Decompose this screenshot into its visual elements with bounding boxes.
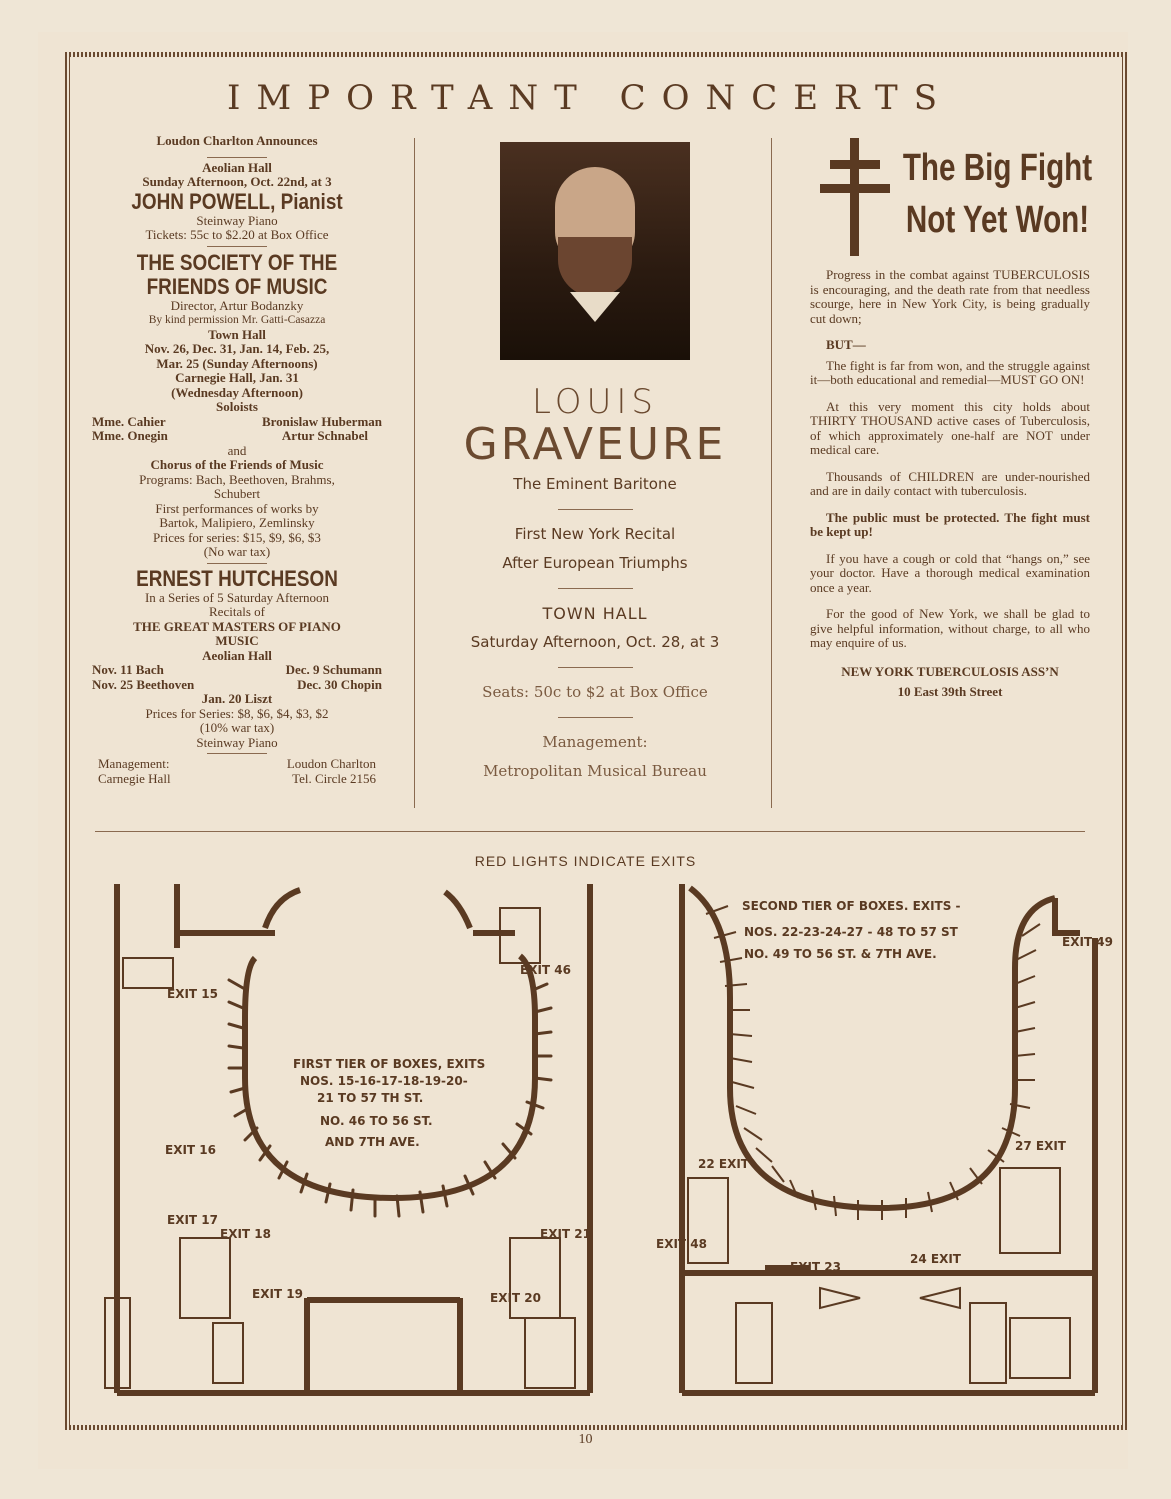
society-title: THE SOCIETY OF THE	[136, 249, 338, 275]
composers: Bartok, Malipiero, Zemlinsky	[159, 515, 315, 530]
exit-label: EXIT 46	[520, 963, 571, 977]
first-performances: First performances of works by	[155, 500, 319, 516]
venue: Aeolian Hall	[202, 159, 272, 175]
recital-row	[92, 678, 382, 693]
divider	[558, 588, 633, 589]
artist-name: JOHN POWELL, Pianist	[131, 188, 343, 214]
divider	[558, 717, 633, 718]
exit-label: EXIT 17	[167, 1213, 218, 1227]
dates: (Wednesday Afternoon)	[171, 384, 303, 400]
recital-row	[92, 663, 382, 678]
management-address: Carnegie Hall	[98, 770, 171, 786]
venue: TOWN HALL	[542, 604, 648, 623]
exit-label: EXIT 18	[220, 1227, 271, 1241]
exit-label: EXIT 19	[252, 1287, 303, 1301]
divider	[207, 563, 267, 564]
recital-date: Nov. 11 Bach	[92, 662, 164, 677]
section-divider	[95, 831, 1085, 832]
society-title: FRIENDS OF MUSIC	[146, 273, 328, 299]
plan-label: NOS. 15-16-17-18-19-20-	[300, 1074, 468, 1088]
exit-label: EXIT 16	[165, 1143, 216, 1157]
exit-label: EXIT 21	[540, 1227, 591, 1241]
recital-date: Dec. 30 Chopin	[297, 676, 382, 692]
plan-label: AND 7TH AVE.	[325, 1135, 420, 1149]
programs: Schubert	[213, 486, 261, 501]
exit-label: EXIT 15	[167, 987, 218, 1001]
seats: Seats: 50c to $2 at Box Office	[482, 683, 708, 701]
exit-label: 27 EXIT	[1015, 1139, 1066, 1153]
column-divider	[771, 138, 772, 808]
tax-note: (10% war tax)	[199, 720, 275, 735]
dates: Nov. 26, Dec. 31, Jan. 14, Feb. 25,	[144, 341, 330, 356]
and-text: and	[227, 442, 247, 458]
performer-first-name: LOUIS	[532, 382, 658, 422]
dates: Mar. 25 (Sunday Afternoons)	[156, 355, 318, 371]
performer-subtitle: The Eminent Baritone	[513, 475, 677, 493]
tickets: Tickets: 55c to $2.20 at Box Office	[145, 227, 329, 242]
left-column	[92, 130, 382, 786]
management-label: Management:	[98, 756, 170, 771]
right-column	[810, 268, 1090, 700]
management-name: Loudon Charlton	[286, 756, 376, 771]
series: In a Series of 5 Saturday Afternoon	[144, 589, 330, 605]
recital-date: Dec. 9 Schumann	[285, 662, 382, 677]
management-row	[92, 757, 382, 772]
exit-label: 24 EXIT	[910, 1252, 961, 1266]
piano: Steinway Piano	[196, 212, 278, 228]
masters: MUSIC	[215, 633, 259, 648]
first-tier-floor-plan	[95, 878, 595, 1398]
page-header: IMPORTANT CONCERTS	[226, 78, 954, 118]
exit-label: EXIT 49	[1062, 935, 1113, 949]
cross-of-lorraine-icon	[820, 138, 890, 258]
fight-title	[900, 142, 1095, 246]
programs: Programs: Bach, Beethoven, Brahms,	[139, 471, 335, 487]
piano: Steinway Piano	[196, 734, 278, 750]
artist-name: ERNEST HUTCHESON	[136, 565, 338, 591]
masters: THE GREAT MASTERS OF PIANO	[133, 618, 341, 634]
paragraph: If you have a cough or cold that “hangs on,” see your doctor. Have a thorough medical examination once a year.	[810, 550, 1090, 595]
divider	[207, 157, 267, 158]
permission: By kind permission Mr. Gatti-Casazza	[148, 314, 326, 326]
management-row	[92, 772, 382, 787]
performer-last-name: GRAVEURE	[463, 419, 727, 470]
plan-label: NO. 49 TO 56 ST. & 7TH AVE.	[744, 947, 937, 961]
date: Saturday Afternoon, Oct. 28, at 3	[470, 633, 720, 651]
column-divider	[414, 138, 415, 808]
management-phone: Tel. Circle 2156	[292, 770, 376, 786]
recital-date: Jan. 20 Liszt	[201, 691, 273, 706]
soloists-heading: Soloists	[216, 399, 258, 414]
prices: Prices for series: $15, $9, $6, $3	[153, 529, 321, 545]
plan-label: NOS. 22-23-24-27 - 48 TO 57 ST	[744, 925, 958, 939]
paragraph: Progress in the combat against TUBERCULOSIS is encouraging, and the death rate from that needless scourge, here in New York City, is being gradually cut down;	[810, 267, 1090, 326]
exit-label: 22 EXIT	[698, 1157, 749, 1171]
exit-label: EXIT 23	[790, 1260, 841, 1274]
prices: Prices for Series: $8, $6, $4, $3, $2	[145, 705, 329, 721]
center-column	[440, 130, 750, 786]
recital-date: Nov. 25 Beethoven	[92, 676, 195, 692]
fight-title-line: Not Yet Won!	[905, 199, 1090, 241]
second-tier-floor-plan	[656, 878, 1113, 1398]
portrait-photo	[500, 142, 690, 360]
divider	[558, 509, 633, 510]
plan-label: NO. 46 TO 56 ST.	[320, 1114, 433, 1128]
soloist: Bronislaw Huberman	[261, 413, 382, 429]
soloist: Mme. Onegin	[92, 428, 168, 443]
paragraph: The public must be protected. The fight must be kept up!	[810, 509, 1090, 539]
recital-line: First New York Recital	[514, 525, 676, 543]
divider	[207, 753, 267, 754]
venue: Town Hall	[208, 326, 266, 342]
plan-label: SECOND TIER OF BOXES. EXITS -	[742, 899, 961, 913]
page-number: 10	[578, 1432, 593, 1447]
paragraph: At this very moment this city holds about THIRTY THOUSAND active cases of Tuberculosis, of which approximately one-half are NOT under medical care.	[810, 398, 1090, 457]
fight-header	[820, 142, 1100, 242]
announcer: Loudon Charlton Announces	[156, 133, 318, 148]
soloists-row	[92, 429, 382, 444]
tax-note: (No war tax)	[203, 544, 271, 559]
divider	[558, 667, 633, 668]
soloists-row	[92, 415, 382, 430]
plan-label: 21 TO 57 TH ST.	[317, 1091, 424, 1105]
exit-label: EXIT 20	[490, 1291, 541, 1305]
chorus: Chorus of the Friends of Music	[150, 457, 324, 472]
soloist: Mme. Cahier	[92, 413, 166, 429]
venue: Carnegie Hall, Jan. 31	[175, 370, 299, 385]
recitals: Recitals of	[209, 604, 265, 619]
recital-line: After European Triumphs	[502, 554, 688, 572]
venue: Aeolian Hall	[202, 647, 272, 663]
management-name: Metropolitan Musical Bureau	[483, 762, 707, 780]
paragraph: The fight is far from won, and the struggle against it—both educational and remedial—MUST GO ON!	[810, 357, 1090, 387]
organization: NEW YORK TUBERCULOSIS ASS’N	[841, 663, 1059, 679]
management-label: Management:	[542, 733, 648, 751]
fight-title-line: The Big Fight	[902, 147, 1093, 189]
date: Sunday Afternoon, Oct. 22nd, at 3	[142, 174, 332, 189]
exit-label: EXIT 48	[656, 1237, 707, 1251]
soloist: Artur Schnabel	[281, 428, 368, 443]
plans-caption: RED LIGHTS INDICATE EXITS	[474, 853, 697, 869]
but-heading: BUT—	[826, 337, 866, 352]
address: 10 East 39th Street	[897, 684, 1003, 699]
paragraph: Thousands of CHILDREN are under-nourished and are in daily contact with tuberculosis.	[810, 468, 1090, 498]
paragraph: For the good of New York, we shall be glad to give helpful information, without charge, to all who may enquire of us.	[810, 606, 1090, 650]
divider	[207, 246, 267, 247]
director: Director, Artur Bodanzky	[170, 297, 304, 313]
plan-label: FIRST TIER OF BOXES, EXITS	[293, 1057, 486, 1071]
